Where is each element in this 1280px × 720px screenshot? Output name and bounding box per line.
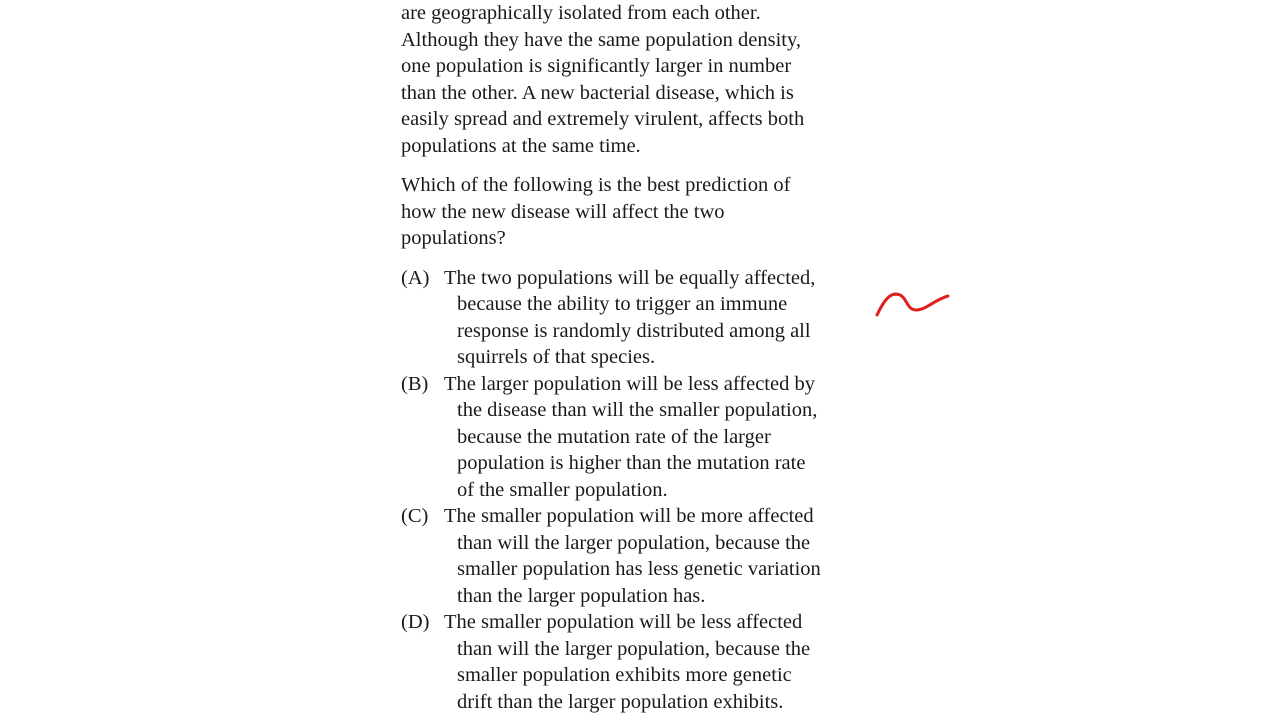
option-text-line: of the smaller population.: [457, 478, 668, 501]
option-text-line: smaller population has less genetic variation: [457, 558, 821, 580]
option-text-line: than will the larger population, because the: [457, 637, 811, 660]
option-text-line: than will the larger population, because the: [457, 531, 811, 554]
option-text-line: The smaller population will be more affected: [444, 505, 814, 527]
option-text-line: smaller population exhibits more genetic: [457, 664, 792, 686]
option-text-line: The smaller population will be less affected: [444, 611, 803, 633]
question-line: Which of the following is the best prediction of: [401, 174, 791, 196]
option-c[interactable]: [401, 503, 891, 609]
option-text-line: drift than the larger population exhibits.: [457, 690, 784, 713]
option-text-line: The larger population will be less affected by: [444, 372, 815, 395]
passage-line: are geographically isolated from each other.: [401, 2, 761, 24]
passage-line: one population is significantly larger in number: [401, 55, 792, 77]
passage-line: populations at the same time.: [401, 134, 641, 157]
handwritten-squiggle-mark: [874, 286, 952, 320]
option-text-line: because the ability to trigger an immune: [457, 293, 788, 315]
option-text-line: than the larger population has.: [457, 584, 706, 607]
option-text-line: population is higher than the mutation rate: [457, 452, 806, 474]
option-text-line: the disease than will the smaller population,: [457, 399, 818, 421]
option-text-line: response is randomly distributed among all: [457, 319, 811, 342]
option-letter: (A): [401, 266, 430, 289]
option-b[interactable]: [401, 371, 891, 504]
passage-line: easily spread and extremely virulent, affects both: [401, 108, 805, 130]
question-line: how the new disease will affect the two: [401, 200, 725, 223]
option-a[interactable]: [401, 265, 891, 371]
passage-line: Although they have the same population density,: [401, 28, 802, 51]
question-line: populations?: [401, 227, 506, 249]
question-stem: [401, 172, 891, 252]
option-text-line: squirrels of that species.: [457, 346, 656, 368]
option-letter: (C): [401, 505, 429, 527]
passage-line: than the other. A new bacterial disease, which is: [401, 81, 794, 104]
question-document: [401, 0, 891, 715]
option-text-line: because the mutation rate of the larger: [457, 425, 771, 448]
option-text-line: The two populations will be equally affected,: [444, 266, 816, 289]
passage: [401, 0, 891, 159]
option-letter: (D): [401, 611, 430, 633]
answer-options: [401, 265, 891, 716]
option-letter: (B): [401, 372, 429, 395]
option-d[interactable]: [401, 609, 891, 715]
